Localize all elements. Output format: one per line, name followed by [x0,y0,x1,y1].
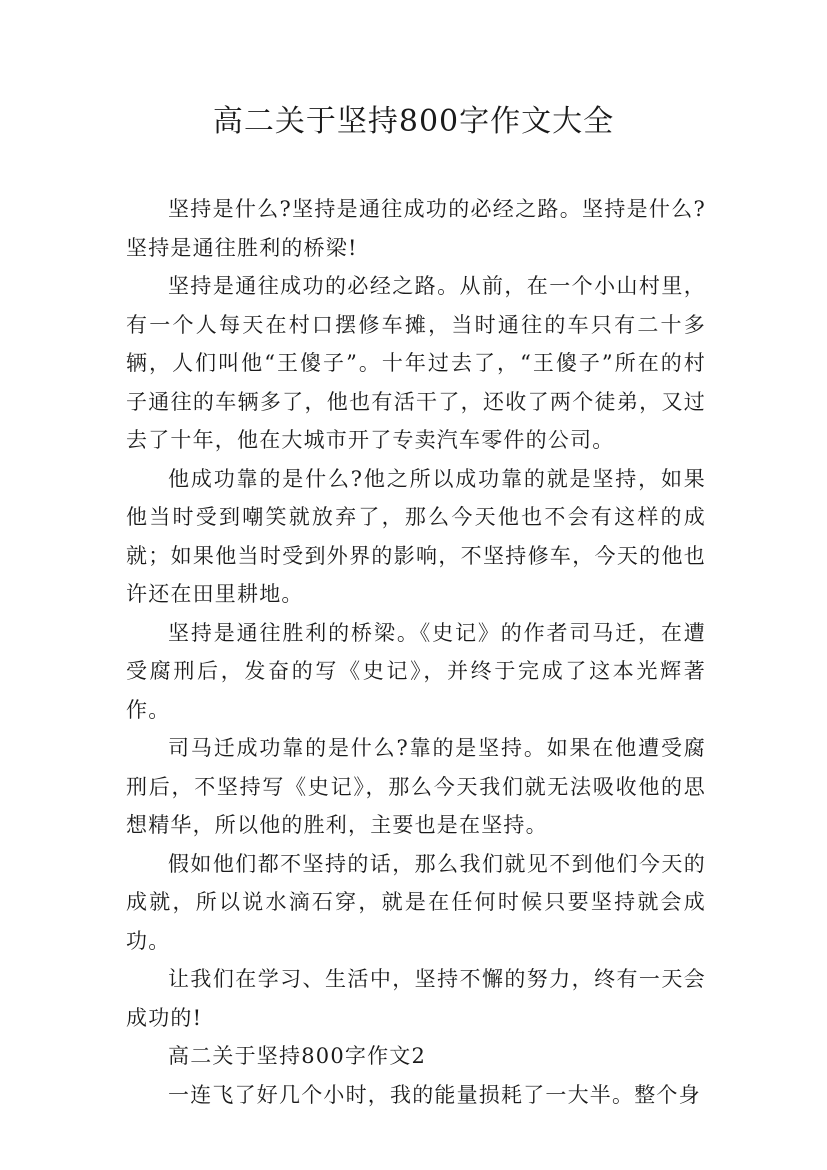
paragraph: 司马迁成功靠的是什么?靠的是坚持。如果在他遭受腐刑后，不坚持写《史记》，那么今天我们就无法吸收他的思想精华，所以他的胜利，主要也是在坚持。 [126,736,706,837]
document-body [126,190,706,1114]
paragraph: 让我们在学习、生活中，坚持不懈的努力，终有一天会成功的! [126,967,706,1030]
section-subheading: 高二关于坚持800字作文2 [168,1044,427,1068]
paragraph: 坚持是通往成功的必经之路。从前，在一个小山村里，有一个人每天在村口摆修车摊，当时通往的车只有二十多辆，人们叫他“王傻子”。十年过去了，“王傻子”所在的村子通往的车辆多了，他也有活干了，还收了两个徒弟，又过去了十年，他在大城市开了专卖汽车零件的公司。 [126,274,706,452]
paragraph: 一连飞了好几个小时，我的能量损耗了一大半。整个身 [168,1082,701,1107]
paragraph: 他成功靠的是什么?他之所以成功靠的就是坚持，如果他当时受到嘲笑就放弃了，那么今天他也不会有这样的成就；如果他当时受到外界的影响，不坚持修车，今天的他也许还在田里耕地。 [126,466,706,606]
document-title: 高二关于坚持800字作文大全 [212,104,615,139]
paragraph: 假如他们都不坚持的话，那么我们就见不到他们今天的成就，所以说水滴石穿，就是在任何时候只要坚持就会成功。 [126,851,706,953]
paragraph: 坚持是通往胜利的桥梁。《史记》的作者司马迁，在遭受腐刑后，发奋的写《史记》，并终于完成了这本光辉著作。 [126,620,706,722]
paragraph: 坚持是什么?坚持是通往成功的必经之路。坚持是什么?坚持是通往胜利的桥梁! [126,197,706,260]
